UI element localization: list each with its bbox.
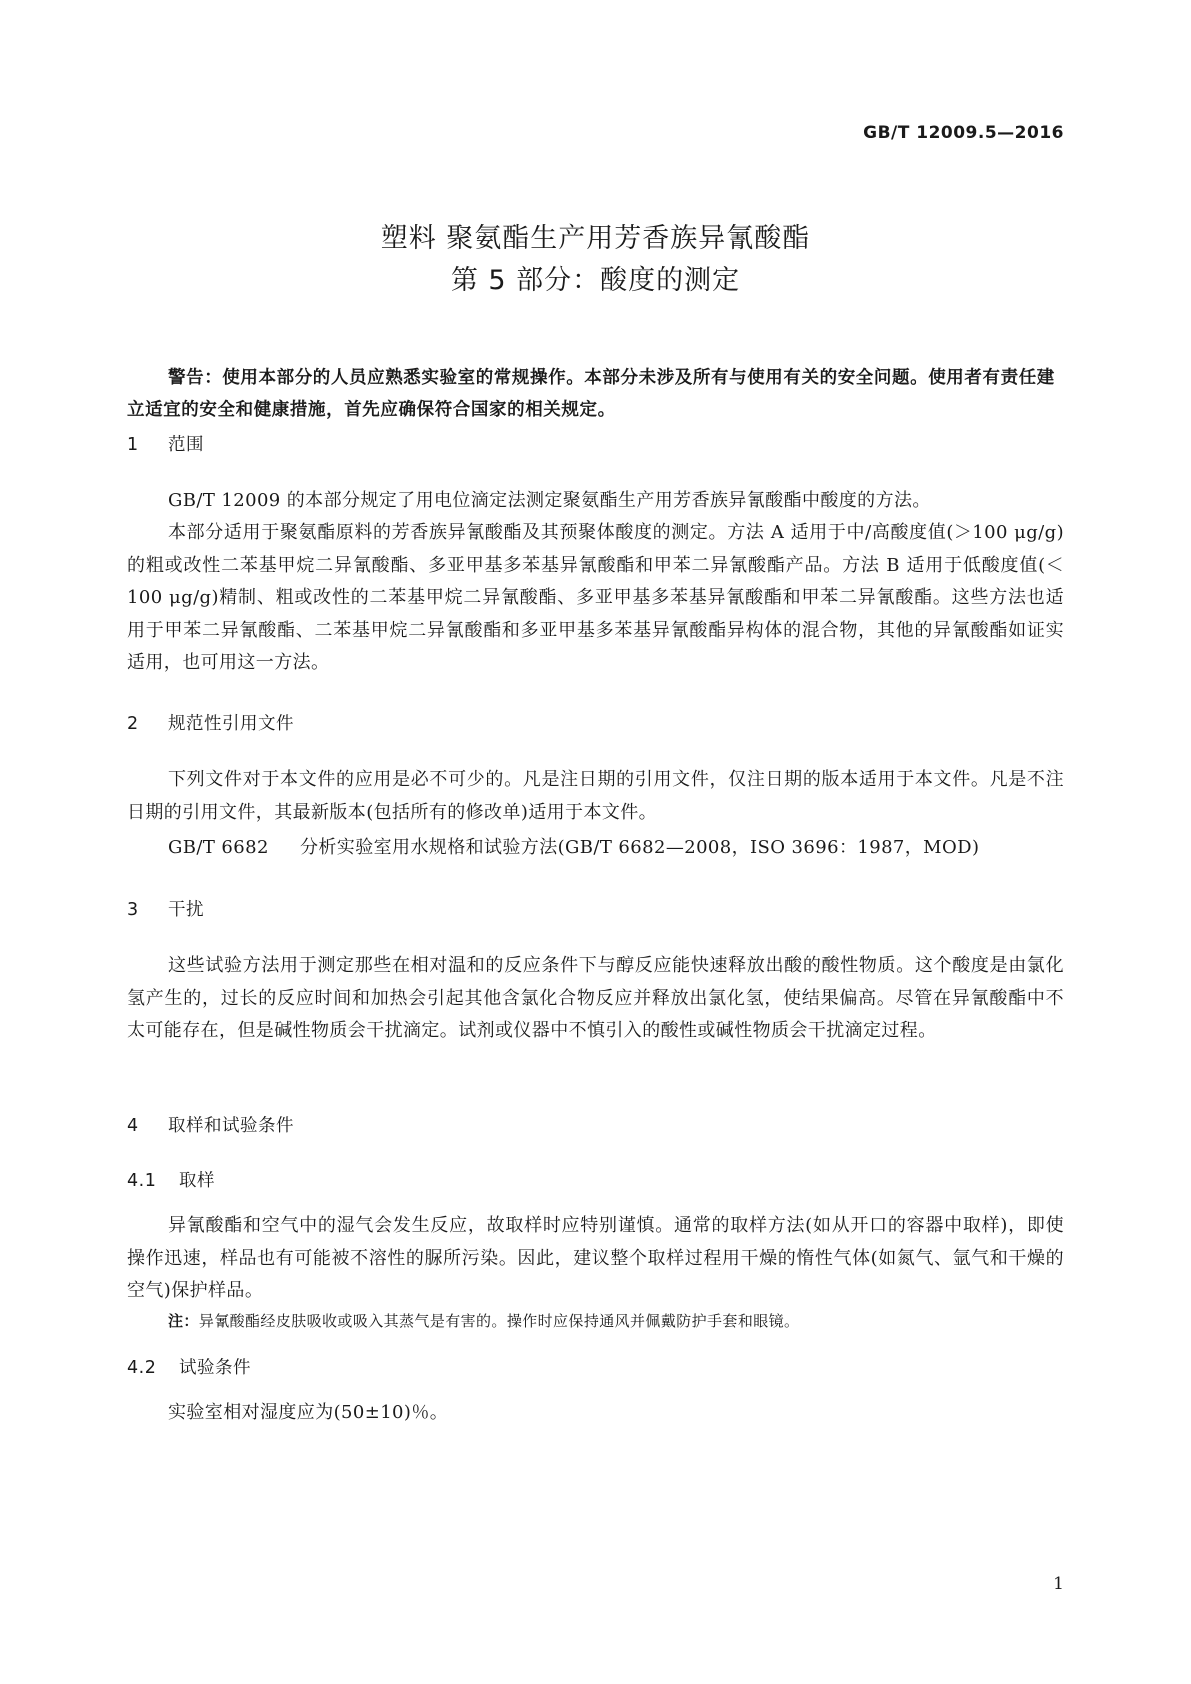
section-number: 1 [127,435,139,455]
section-2-paragraph: 下列文件对于本文件的应用是必不可少的。凡是注日期的引用文件，仅注日期的版本适用于本文件。凡是不注日期的引用文件，其最新版本(包括所有的修改单)适用于本文件。 [127,769,1064,823]
section-title: 取样 [179,1171,215,1191]
section-title: 试验条件 [179,1358,251,1378]
section-title: 取样和试验条件 [168,1116,294,1136]
section-4-2-heading [127,1354,251,1379]
section-4-2-paragraph: 实验室相对湿度应为(50±10)％。 [168,1402,449,1423]
title-line-2: 第 5 部分：酸度的测定 [450,265,741,296]
section-number: 3 [127,900,139,920]
note [168,1310,799,1331]
section-1-paragraph-1: GB/T 12009 的本部分规定了用电位滴定法测定聚氨酯生产用芳香族异氰酸酯中酸度的方法。 [168,490,931,511]
section-4-1-paragraph: 异氰酸酯和空气中的湿气会发生反应，故取样时应特别谨慎。通常的取样方法(如从开口的容器中取样)，即使操作迅速，样品也有可能被不溶性的脲所污染。因此，建议整个取样过程用干燥的惰性气体(如氮气、氩气和干燥的空气)保护样品。 [127,1215,1064,1301]
section-4-heading [127,1112,294,1137]
section-1-heading [127,431,204,456]
note-label: 注： [168,1312,199,1330]
section-title: 干扰 [168,900,204,920]
normative-reference [168,833,979,859]
reference-code: GB/T 6682 [168,837,269,858]
section-3-heading [127,896,204,921]
section-3-paragraph: 这些试验方法用于测定那些在相对温和的反应条件下与醇反应能快速释放出酸的酸性物质。这个酸度是由氯化氢产生的，过长的反应时间和加热会引起其他含氯化合物反应并释放出氯化氢，使结果偏高。尽管在异氰酸酯中不太可能存在，但是碱性物质会干扰滴定。试剂或仪器中不慎引入的酸性或碱性物质会干扰滴定过程。 [127,955,1064,1041]
section-number: 4.1 [127,1171,157,1191]
section-title: 范围 [168,435,204,455]
standard-code: GB/T 12009.5—2016 [863,123,1064,143]
section-number: 4 [127,1116,139,1136]
reference-text: 分析实验室用水规格和试验方法(GB/T 6682—2008，ISO 3696：1987，MOD) [300,837,980,858]
safety-warning: 警告：使用本部分的人员应熟悉实验室的常规操作。本部分未涉及所有与使用有关的安全问题。使用者有责任建立适宜的安全和健康措施，首先应确保符合国家的相关规定。 [127,368,1055,420]
section-title: 规范性引用文件 [168,714,294,734]
section-4-1-heading [127,1167,215,1192]
section-number: 4.2 [127,1358,157,1378]
section-1-paragraph-2: 本部分适用于聚氨酯原料的芳香族异氰酸酯及其预聚体酸度的测定。方法 A 适用于中/高酸度值(＞100 μg/g)的粗或改性二苯基甲烷二异氰酸酯、多亚甲基多苯基异氰酸酯和甲苯二异氰酸酯产品。方法 B 适用于低酸度值(＜100 μg/g)精制、粗或改性的二苯基甲烷二异氰酸酯、多亚甲基多苯基异氰酸酯和甲苯二异氰酸酯。这些方法也适用于甲苯二异氰酸酯、二苯基甲烷二异氰酸酯和多亚甲基多苯基异氰酸酯异构体的混合物，其他的异氰酸酯如证实适用，也可用这一方法。 [127,522,1064,673]
note-text: 异氰酸酯经皮肤吸收或吸入其蒸气是有害的。操作时应保持通风并佩戴防护手套和眼镜。 [198,1312,800,1330]
page-number: 1 [1053,1574,1064,1594]
section-2-heading [127,710,294,735]
section-number: 2 [127,714,139,734]
title-line-1: 塑料 聚氨酯生产用芳香族异氰酸酯 [380,223,811,254]
